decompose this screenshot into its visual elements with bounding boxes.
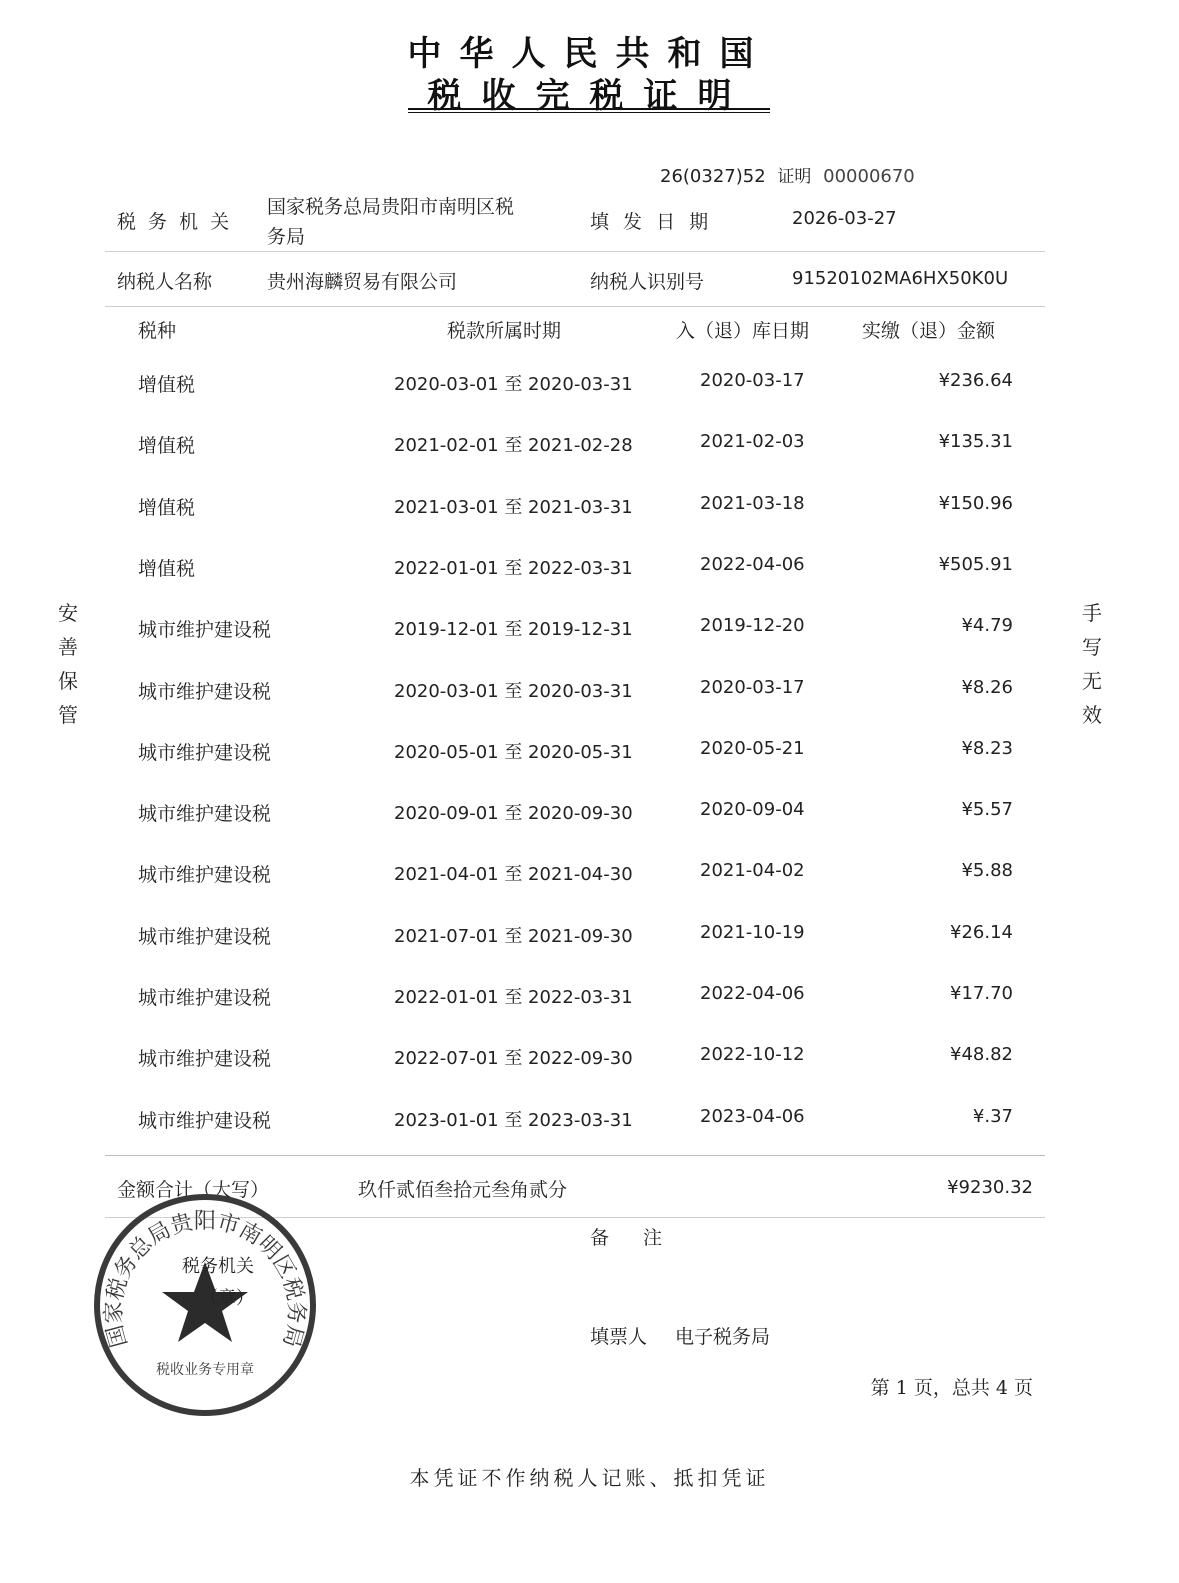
table-row bbox=[0, 431, 1179, 471]
period-cell: 2020-03-01 至 2020-03-31 bbox=[394, 374, 633, 395]
date-cell: 2022-04-06 bbox=[700, 983, 805, 1004]
page-info: 第 1 页，总共 4 页 bbox=[870, 1377, 1033, 1399]
tax-type-cell: 城市维护建设税 bbox=[138, 680, 272, 703]
amount-cell: ¥26.14 bbox=[950, 921, 1013, 943]
taxpayer-id-label: 纳税人识别号 bbox=[590, 271, 705, 293]
taxpayer-name-value: 贵州海麟贸易有限公司 bbox=[267, 271, 458, 293]
table-row bbox=[0, 1106, 1179, 1146]
total-label: 金额合计（大写） bbox=[117, 1179, 270, 1201]
tax-office-label: 税 务 机 关 bbox=[117, 211, 233, 233]
date-cell: 2020-03-17 bbox=[700, 370, 805, 391]
date-cell: 2022-10-12 bbox=[700, 1044, 805, 1066]
period-cell: 2021-02-01 至 2021-02-28 bbox=[394, 435, 633, 457]
amount-cell: ¥505.91 bbox=[938, 553, 1013, 575]
period-cell: 2022-07-01 至 2022-09-30 bbox=[394, 1048, 633, 1070]
footer-note: 本凭证不作纳税人记账、抵扣凭证 bbox=[409, 1466, 770, 1490]
column-header-period: 税款所属时期 bbox=[447, 320, 562, 342]
document-title-line1: 中华人民共和国 bbox=[407, 34, 772, 74]
total-uppercase-amount: 玖仟贰佰叁拾元叁角贰分 bbox=[358, 1179, 568, 1201]
column-header-amount: 实缴（退）金额 bbox=[862, 320, 996, 342]
date-cell: 2023-04-06 bbox=[700, 1105, 805, 1127]
amount-cell: ¥8.23 bbox=[961, 737, 1013, 759]
amount-cell: ¥17.70 bbox=[950, 983, 1013, 1004]
period-cell: 2021-03-01 至 2021-03-31 bbox=[394, 496, 633, 518]
amount-cell: ¥236.64 bbox=[938, 370, 1013, 391]
tax-type-cell: 城市维护建设税 bbox=[138, 1109, 272, 1132]
divider-line bbox=[105, 306, 1045, 307]
tax-office-value bbox=[267, 192, 514, 252]
amount-cell: ¥8.26 bbox=[961, 676, 1013, 698]
tax-type-cell: 城市维护建设税 bbox=[138, 864, 272, 887]
tax-office-seal-label: 税务机关 bbox=[182, 1256, 254, 1277]
filler-value: 电子税务局 bbox=[675, 1326, 771, 1348]
date-cell: 2020-03-17 bbox=[700, 676, 805, 698]
table-row bbox=[0, 615, 1179, 655]
divider-line bbox=[105, 251, 1045, 252]
period-cell: 2020-09-01 至 2020-09-30 bbox=[394, 803, 633, 825]
tax-type-cell: 城市维护建设税 bbox=[138, 803, 272, 826]
amount-cell: ¥5.57 bbox=[961, 799, 1013, 821]
period-cell: 2022-01-01 至 2022-03-31 bbox=[394, 557, 633, 579]
seal-suffix-label: （章） bbox=[200, 1288, 254, 1309]
tax-office-line2: 务局 bbox=[267, 226, 306, 248]
total-amount: ¥9230.32 bbox=[947, 1177, 1033, 1198]
tax-type-cell: 增值税 bbox=[138, 557, 196, 580]
remarks-label: 备 注 bbox=[590, 1227, 677, 1249]
tax-type-cell: 城市维护建设税 bbox=[138, 987, 272, 1009]
certificate-number-line bbox=[660, 162, 915, 187]
table-row bbox=[0, 738, 1179, 778]
side-text-right: 手 写 无 效 bbox=[1082, 601, 1102, 727]
period-cell: 2021-07-01 至 2021-09-30 bbox=[394, 925, 633, 947]
date-cell: 2020-09-04 bbox=[700, 799, 805, 821]
column-header-tax-type: 税种 bbox=[138, 320, 177, 342]
table-row bbox=[0, 1044, 1179, 1084]
table-row bbox=[0, 922, 1179, 962]
tax-type-cell: 城市维护建设税 bbox=[138, 619, 272, 642]
seal-outer-text: 国家税务总局贵阳市南明区税务局 bbox=[101, 1209, 309, 1350]
date-cell: 2021-03-18 bbox=[700, 492, 805, 514]
amount-cell: ¥150.96 bbox=[938, 492, 1013, 514]
table-row bbox=[0, 983, 1179, 1023]
date-cell: 2021-02-03 bbox=[700, 431, 805, 453]
table-row bbox=[0, 370, 1179, 410]
document-title-line2: 税收完税证明 bbox=[427, 76, 752, 116]
side-text-left: 安 善 保 管 bbox=[58, 601, 78, 727]
table-row bbox=[0, 799, 1179, 839]
column-header-date: 入（退）库日期 bbox=[676, 320, 810, 342]
cert-prefix: 26(0327)52 bbox=[660, 166, 766, 187]
tax-type-cell: 城市维护建设税 bbox=[138, 925, 272, 948]
period-cell: 2020-03-01 至 2020-03-31 bbox=[394, 680, 633, 702]
issue-date-label: 填 发 日 期 bbox=[590, 211, 713, 233]
period-cell: 2019-12-01 至 2019-12-31 bbox=[394, 619, 633, 641]
table-row bbox=[0, 677, 1179, 717]
tax-office-line1: 国家税务总局贵阳市南明区税 bbox=[267, 196, 515, 218]
period-cell: 2021-04-01 至 2021-04-30 bbox=[394, 864, 633, 886]
tax-type-cell: 增值税 bbox=[138, 435, 196, 458]
amount-cell: ¥.37 bbox=[972, 1105, 1013, 1127]
period-cell: 2023-01-01 至 2023-03-31 bbox=[394, 1109, 633, 1131]
amount-cell: ¥135.31 bbox=[938, 431, 1013, 453]
issue-date-value: 2026-03-27 bbox=[792, 208, 897, 229]
tax-type-cell: 增值税 bbox=[138, 496, 196, 519]
cert-number: 00000670 bbox=[823, 166, 915, 187]
taxpayer-name-label: 纳税人名称 bbox=[117, 271, 213, 293]
date-cell: 2021-04-02 bbox=[700, 860, 805, 882]
date-cell: 2019-12-20 bbox=[700, 615, 805, 637]
date-cell: 2020-05-21 bbox=[700, 737, 805, 759]
table-row bbox=[0, 554, 1179, 594]
tax-type-cell: 增值税 bbox=[138, 374, 196, 396]
seal-inner-text: 税收业务专用章 bbox=[156, 1362, 254, 1378]
taxpayer-id-value: 91520102MA6HX50K0U bbox=[792, 268, 1009, 289]
tax-type-cell: 城市维护建设税 bbox=[138, 741, 272, 764]
tax-type-cell: 城市维护建设税 bbox=[138, 1048, 272, 1071]
table-row bbox=[0, 493, 1179, 533]
cert-label: 证明 bbox=[777, 167, 812, 187]
date-cell: 2022-04-06 bbox=[700, 553, 805, 575]
date-cell: 2021-10-19 bbox=[700, 921, 805, 943]
filler-label: 填票人 bbox=[590, 1326, 648, 1348]
amount-cell: ¥5.88 bbox=[961, 860, 1013, 882]
period-cell: 2022-01-01 至 2022-03-31 bbox=[394, 987, 633, 1008]
amount-cell: ¥48.82 bbox=[950, 1044, 1013, 1066]
title-underline-thin bbox=[408, 112, 770, 113]
divider-line bbox=[105, 1155, 1045, 1156]
title-underline bbox=[408, 108, 770, 110]
period-cell: 2020-05-01 至 2020-05-31 bbox=[394, 741, 633, 763]
table-row bbox=[0, 860, 1179, 900]
amount-cell: ¥4.79 bbox=[961, 615, 1013, 637]
